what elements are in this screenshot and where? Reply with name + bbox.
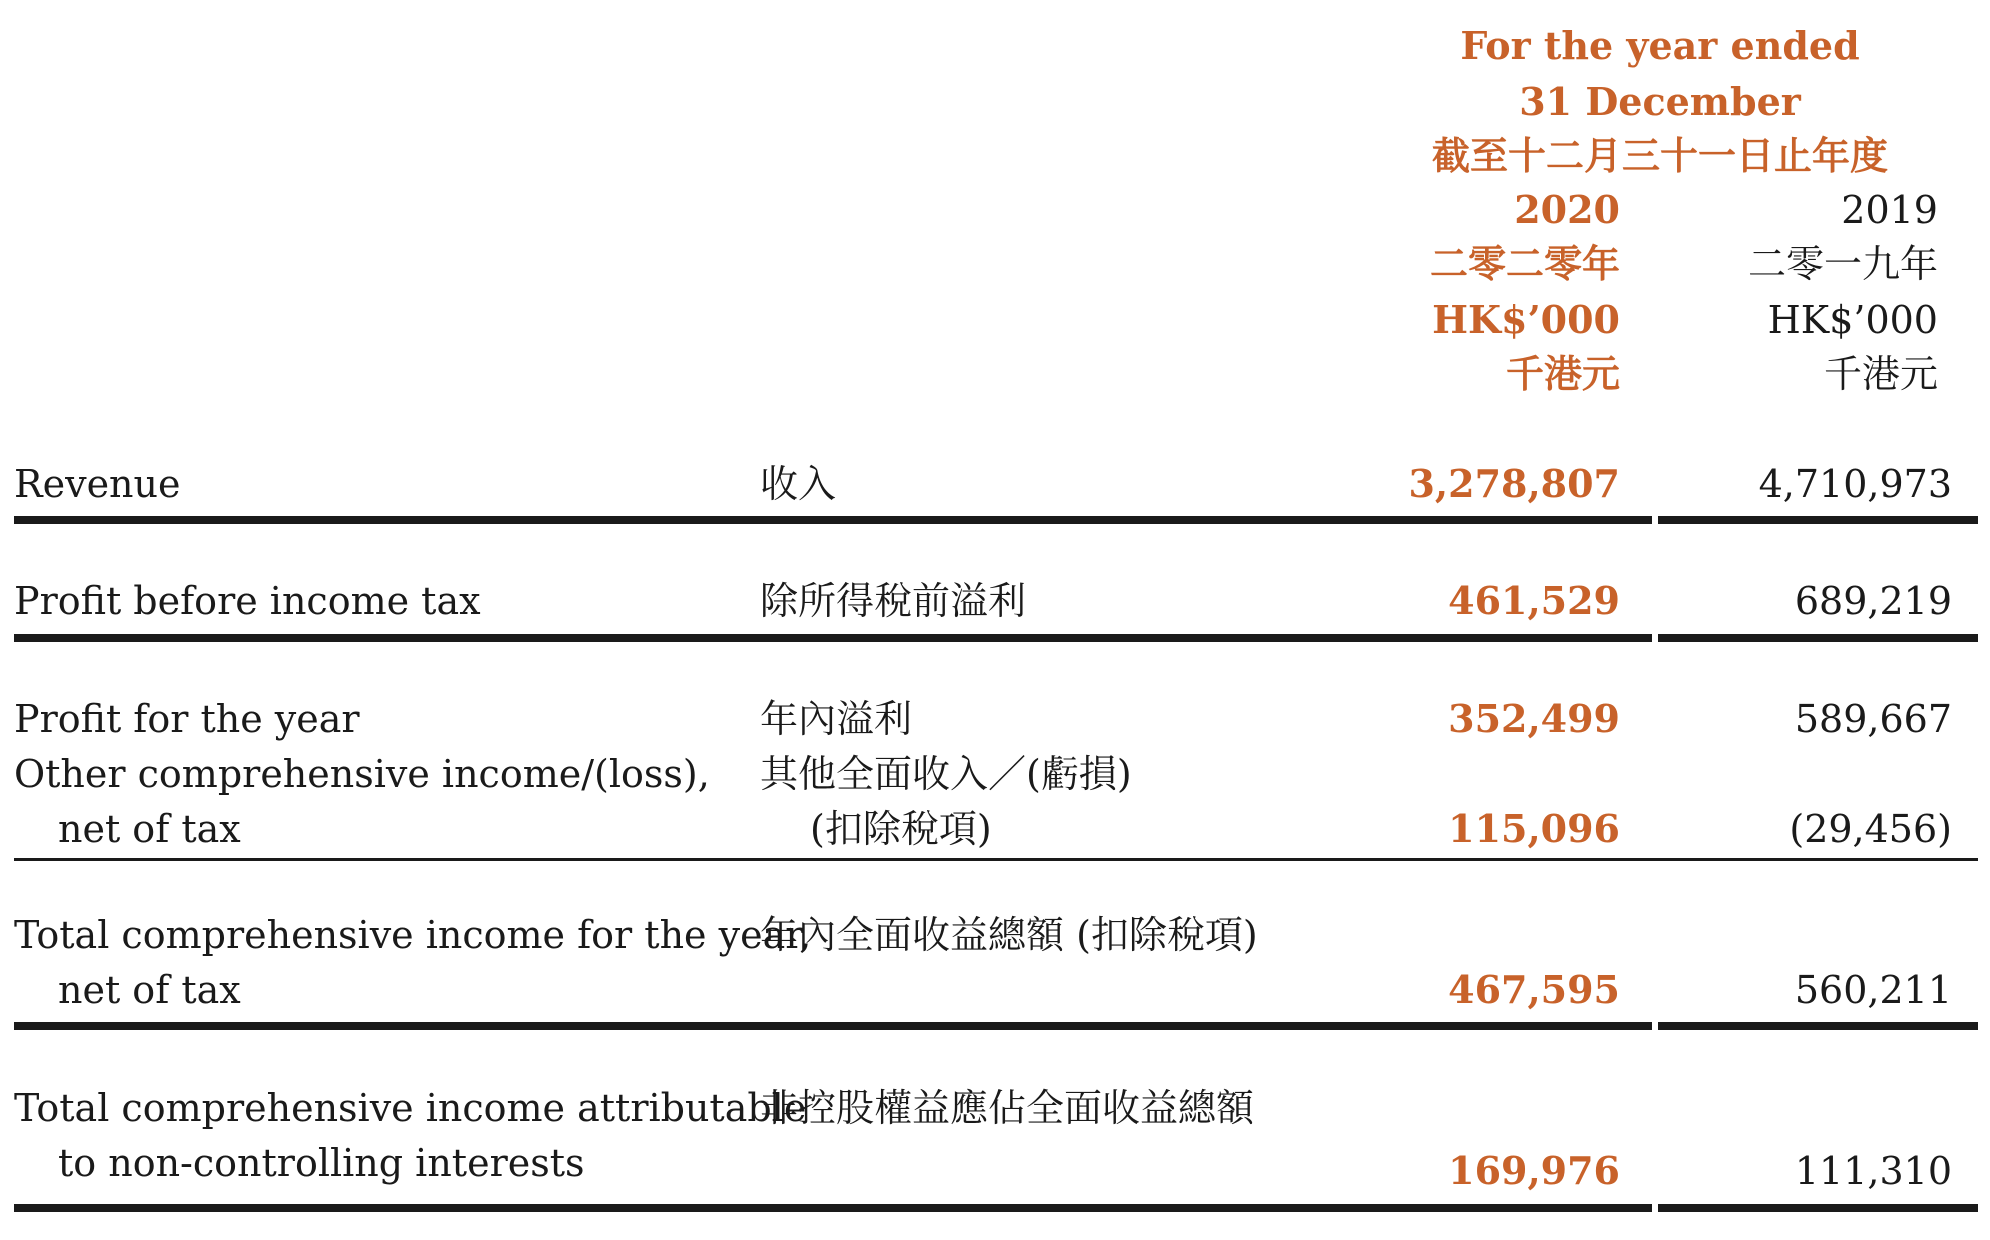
divider-gap bbox=[1652, 1020, 1658, 1032]
row-oci-label-zh-2: (扣除稅項) bbox=[810, 807, 992, 851]
divider-thick bbox=[14, 634, 1978, 642]
divider-gap bbox=[1652, 1202, 1658, 1214]
row-tci-nci-label-en-1: Total comprehensive income attributable bbox=[14, 1086, 807, 1130]
row-oci-label-en-2: net of tax bbox=[58, 807, 241, 851]
divider-thick bbox=[14, 516, 1978, 524]
row-oci-label-zh-1: 其他全面收入／(虧損) bbox=[760, 752, 1132, 796]
row-tci-label-zh: 年內全面收益總額 (扣除稅項) bbox=[760, 913, 1258, 957]
row-profit-before-tax-label-en: Profit before income tax bbox=[14, 579, 481, 623]
divider-gap bbox=[1652, 632, 1658, 644]
row-tci-nci-label-zh: 非控股權益應佔全面收益總額 bbox=[760, 1086, 1255, 1130]
col-2019-unit: HK$’000 bbox=[1767, 298, 1938, 342]
row-tci-label-en-2: net of tax bbox=[58, 968, 241, 1012]
divider-thick bbox=[14, 1022, 1978, 1030]
row-revenue-value-2019: 4,710,973 bbox=[1758, 462, 1952, 506]
row-revenue-label-en: Revenue bbox=[14, 462, 181, 506]
col-2019-year: 2019 bbox=[1841, 188, 1938, 232]
divider-gap bbox=[1652, 514, 1658, 526]
row-profit-for-year-label-zh: 年內溢利 bbox=[760, 697, 913, 741]
row-revenue-label-zh: 收入 bbox=[760, 462, 837, 506]
divider-thin bbox=[14, 858, 1978, 861]
period-heading-zh: 截至十二月三十一日止年度 bbox=[1431, 133, 1888, 178]
col-2019-unit-zh: 千港元 bbox=[1823, 352, 1938, 396]
row-profit-before-tax-label-zh: 除所得稅前溢利 bbox=[760, 579, 1027, 623]
row-tci-value-2020: 467,595 bbox=[1448, 967, 1620, 1012]
row-profit-before-tax-value-2020: 461,529 bbox=[1448, 578, 1620, 623]
col-2020-year: 2020 bbox=[1514, 187, 1620, 232]
row-tci-nci-value-2019: 111,310 bbox=[1794, 1149, 1952, 1193]
col-2019-year-zh: 二零一九年 bbox=[1747, 242, 1938, 286]
row-oci-value-2020: 115,096 bbox=[1448, 806, 1620, 851]
row-profit-before-tax-value-2019: 689,219 bbox=[1794, 579, 1952, 623]
row-tci-nci-label-en-2: to non-controlling interests bbox=[58, 1141, 585, 1185]
row-tci-nci-value-2020: 169,976 bbox=[1448, 1148, 1620, 1193]
period-heading-en-2: 31 December bbox=[1519, 79, 1801, 124]
period-heading-en-1: For the year ended bbox=[1460, 23, 1860, 68]
col-2020-year-zh: 二零二零年 bbox=[1429, 241, 1620, 286]
row-profit-for-year-value-2020: 352,499 bbox=[1448, 696, 1620, 741]
col-2020-unit-zh: 千港元 bbox=[1505, 351, 1620, 396]
row-tci-label-en-1: Total comprehensive income for the year, bbox=[14, 913, 812, 957]
row-revenue-value-2020: 3,278,807 bbox=[1408, 461, 1620, 506]
row-oci-value-2019: (29,456) bbox=[1789, 807, 1952, 851]
row-profit-for-year-label-en: Profit for the year bbox=[14, 697, 360, 741]
row-oci-label-en-1: Other comprehensive income/(loss), bbox=[14, 752, 710, 796]
divider-thick bbox=[14, 1204, 1978, 1212]
col-2020-unit: HK$’000 bbox=[1432, 297, 1620, 342]
row-profit-for-year-value-2019: 589,667 bbox=[1794, 697, 1952, 741]
row-tci-value-2019: 560,211 bbox=[1794, 968, 1952, 1012]
